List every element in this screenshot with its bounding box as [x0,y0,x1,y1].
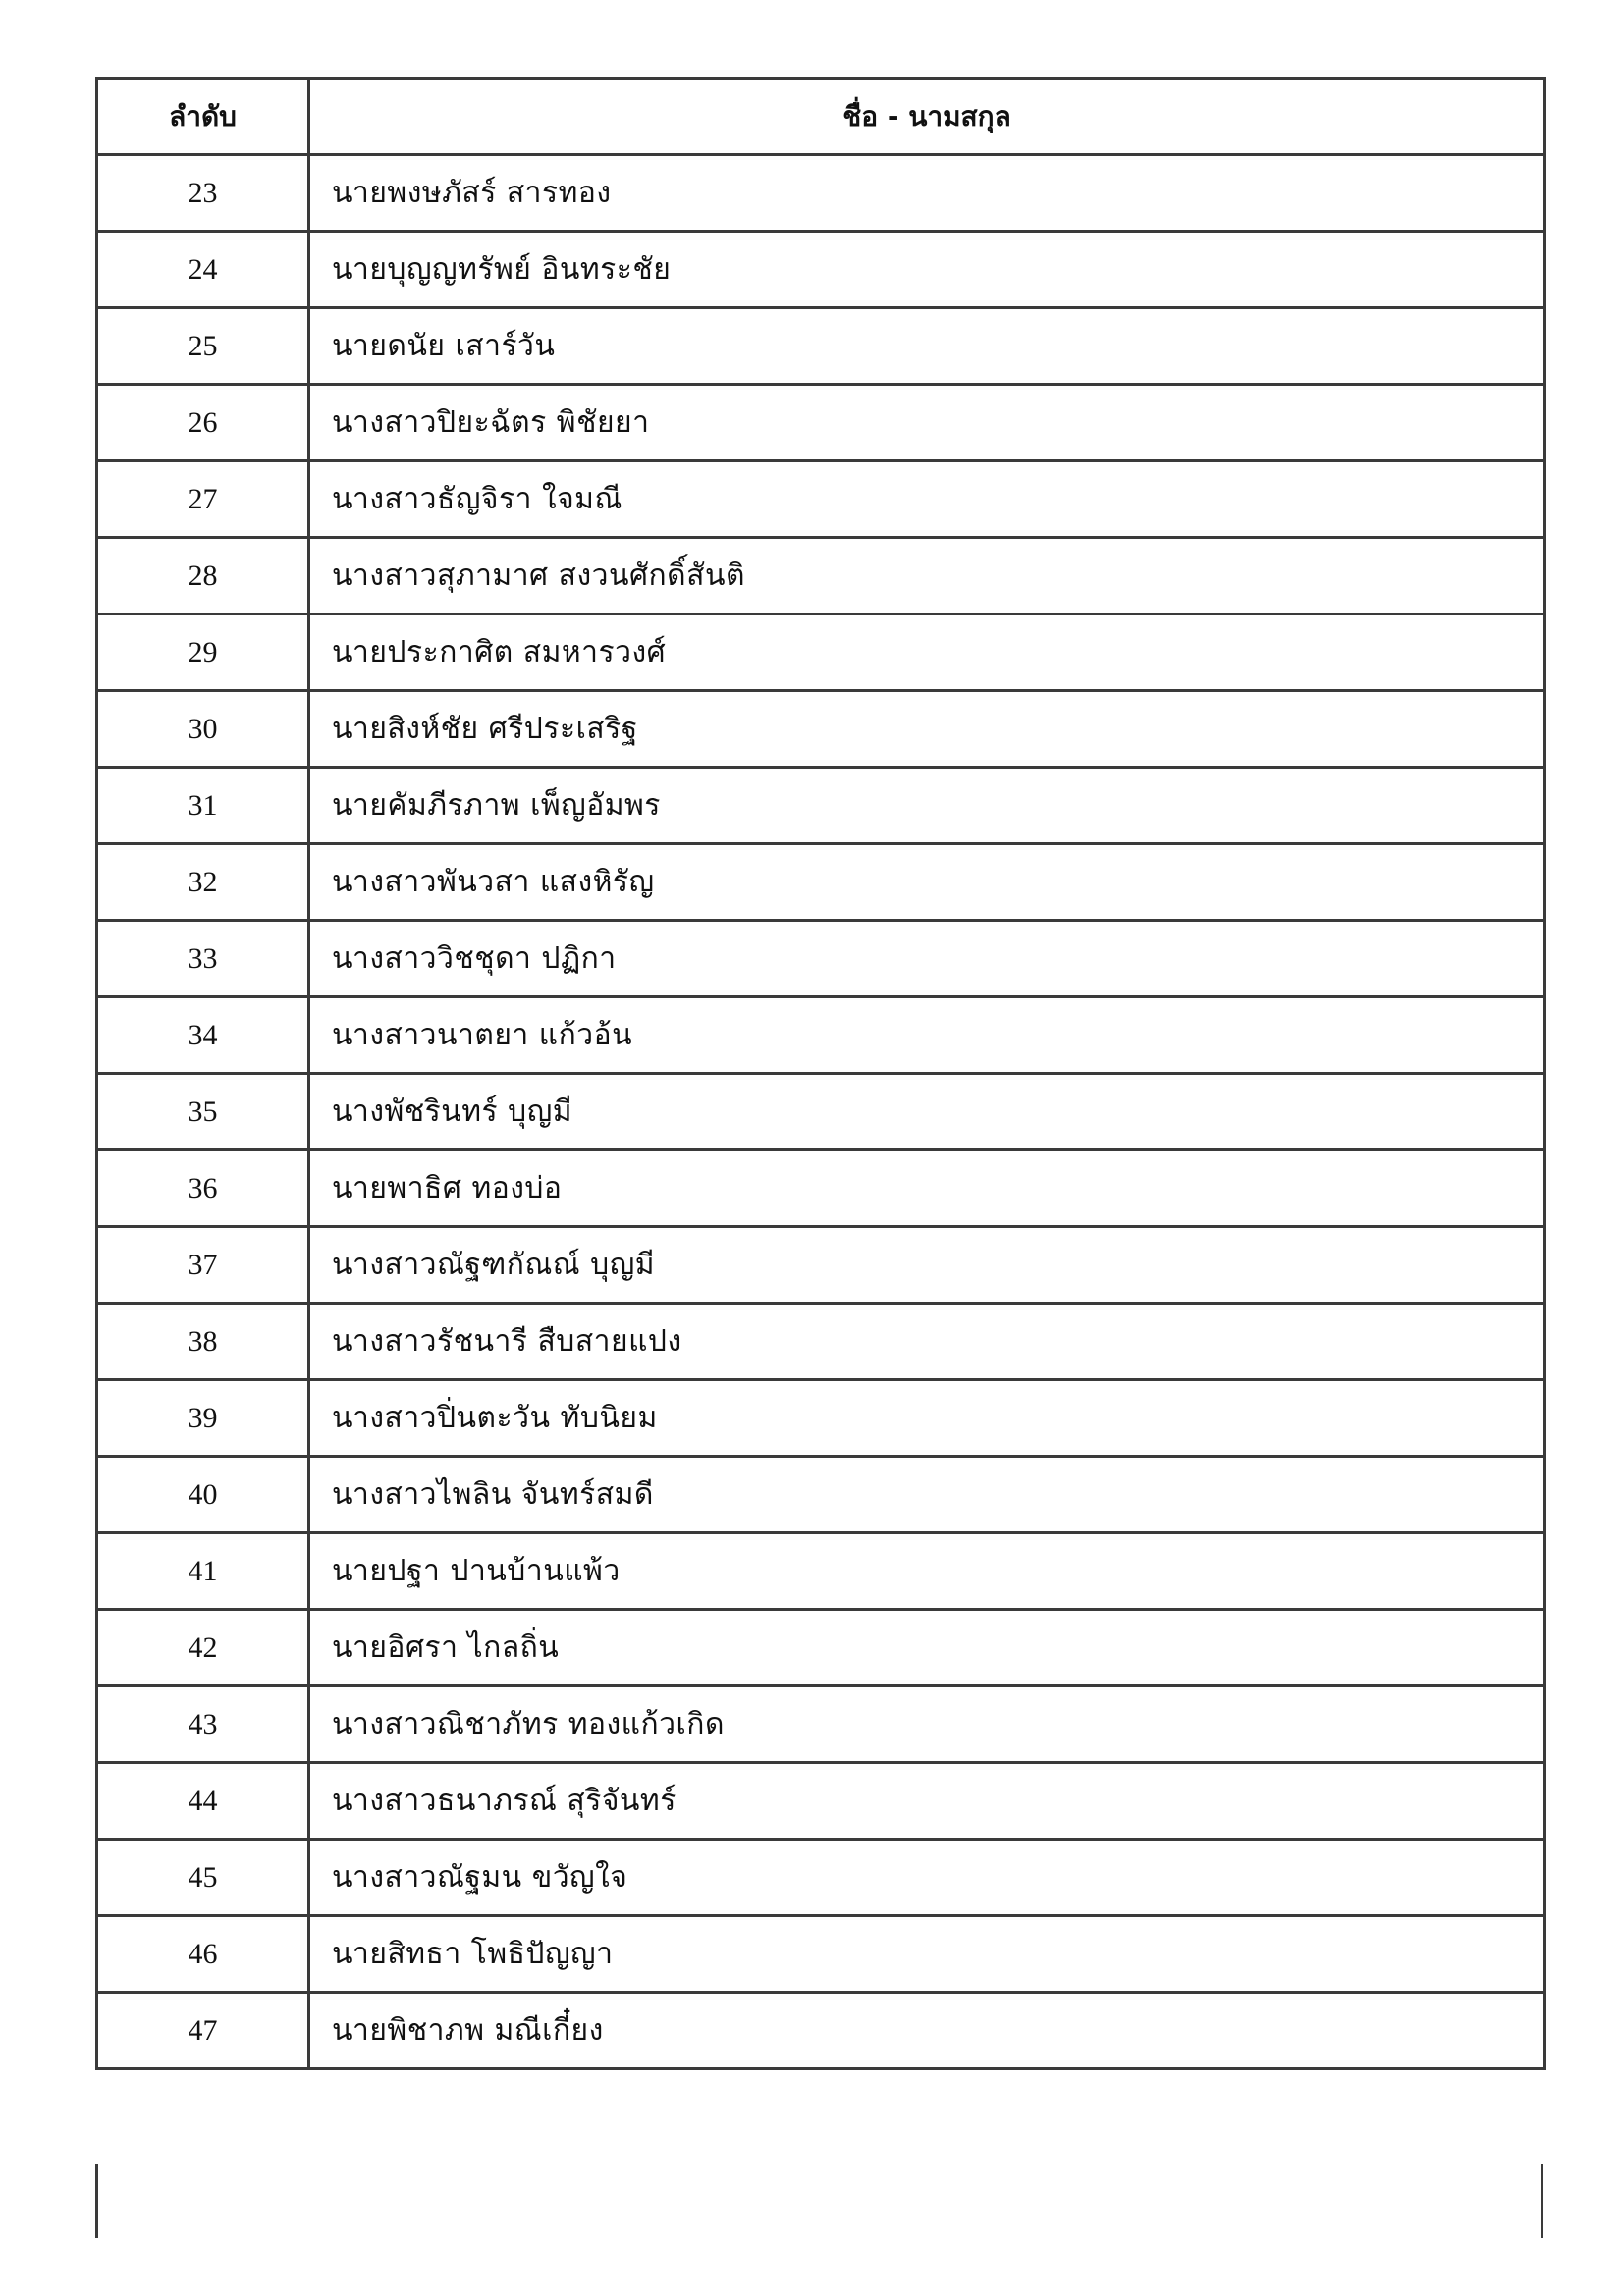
table-row [97,1610,1545,1686]
order-no-cell: 42 [97,1610,309,1686]
order-no-cell: 24 [97,232,309,308]
table-row [97,1916,1545,1993]
order-no-cell: 30 [97,691,309,768]
order-no-cell: 32 [97,844,309,921]
order-no-cell: 46 [97,1916,309,1993]
table-row [97,232,1545,308]
full-name-cell: นางสาวนาตยา แก้วอ้น [309,997,1545,1074]
table-row [97,1227,1545,1304]
table-continuation-right-border [1541,2164,1543,2238]
order-no-cell: 41 [97,1533,309,1610]
order-no-cell: 27 [97,461,309,538]
order-no-cell: 35 [97,1074,309,1150]
order-no-cell: 47 [97,1993,309,2069]
table-row [97,461,1545,538]
table-row [97,385,1545,461]
full-name-cell: นางสาววิชชุดา ปฏิกา [309,921,1545,997]
table-row [97,1840,1545,1916]
order-no-cell: 37 [97,1227,309,1304]
full-name-cell: นางสาวธัญจิรา ใจมณี [309,461,1545,538]
full-name-cell: นายดนัย เสาร์วัน [309,308,1545,385]
full-name-cell: นายปฐา ปานบ้านแพ้ว [309,1533,1545,1610]
full-name-cell: นางสาวรัชนารี สืบสายแปง [309,1304,1545,1380]
full-name-cell: นายอิศรา ไกลถิ่น [309,1610,1545,1686]
full-name-cell: นายบุญญทรัพย์ อินทระชัย [309,232,1545,308]
order-no-cell: 34 [97,997,309,1074]
table-row [97,1074,1545,1150]
full-name-cell: นางสาวพันวสา แสงหิรัญ [309,844,1545,921]
full-name-cell: นางสาวไพลิน จันทร์สมดี [309,1457,1545,1533]
table-row [97,308,1545,385]
full-name-cell: นายประกาศิต สมหารวงศ์ [309,614,1545,691]
full-name-cell: นายพงษภัสร์ สารทอง [309,155,1545,232]
table-row [97,691,1545,768]
order-no-cell: 43 [97,1686,309,1763]
table-row [97,1763,1545,1840]
full-name-cell: นางสาวปิ่นตะวัน ทับนิยม [309,1380,1545,1457]
table-body [97,155,1545,2069]
table-row [97,1304,1545,1380]
header-row [97,79,1545,155]
table-continuation-left-border [95,2164,98,2238]
full-name-cell: นายคัมภีรภาพ เพ็ญอัมพร [309,768,1545,844]
header-full-name: ชื่อ - นามสกุล [309,79,1545,155]
full-name-cell: นางสาวธนาภรณ์ สุริจันทร์ [309,1763,1545,1840]
table-row [97,1993,1545,2069]
order-no-cell: 28 [97,538,309,614]
full-name-cell: นางสาวณัฐฑกัณณ์ บุญมี [309,1227,1545,1304]
full-name-cell: นายพาธิศ ทองบ่อ [309,1150,1545,1227]
order-no-cell: 26 [97,385,309,461]
table-row [97,768,1545,844]
table-row [97,538,1545,614]
table-row [97,1380,1545,1457]
full-name-cell: นางสาวปิยะฉัตร พิชัยยา [309,385,1545,461]
table-header [97,79,1545,155]
name-list-table [95,77,1546,2070]
order-no-cell: 33 [97,921,309,997]
full-name-cell: นางสาวสุภามาศ สงวนศักดิ์สันติ [309,538,1545,614]
full-name-cell: นางพัชรินทร์ บุญมี [309,1074,1545,1150]
table-row [97,1686,1545,1763]
full-name-cell: นายสิงห์ชัย ศรีประเสริฐ [309,691,1545,768]
order-no-cell: 36 [97,1150,309,1227]
table-row [97,1150,1545,1227]
table-row [97,921,1545,997]
table-row [97,1457,1545,1533]
full-name-cell: นางสาวณิชาภัทร ทองแก้วเกิด [309,1686,1545,1763]
full-name-cell: นางสาวณัฐมน ขวัญใจ [309,1840,1545,1916]
table-row [97,1533,1545,1610]
order-no-cell: 44 [97,1763,309,1840]
table-row [97,155,1545,232]
order-no-cell: 23 [97,155,309,232]
order-no-cell: 38 [97,1304,309,1380]
full-name-cell: นายพิชาภพ มณีเกี๋ยง [309,1993,1545,2069]
order-no-cell: 45 [97,1840,309,1916]
table-row [97,614,1545,691]
order-no-cell: 31 [97,768,309,844]
table-row [97,844,1545,921]
header-order-no: ลำดับ [97,79,309,155]
order-no-cell: 40 [97,1457,309,1533]
full-name-cell: นายสิทธา โพธิปัญญา [309,1916,1545,1993]
order-no-cell: 39 [97,1380,309,1457]
order-no-cell: 29 [97,614,309,691]
order-no-cell: 25 [97,308,309,385]
table-row [97,997,1545,1074]
